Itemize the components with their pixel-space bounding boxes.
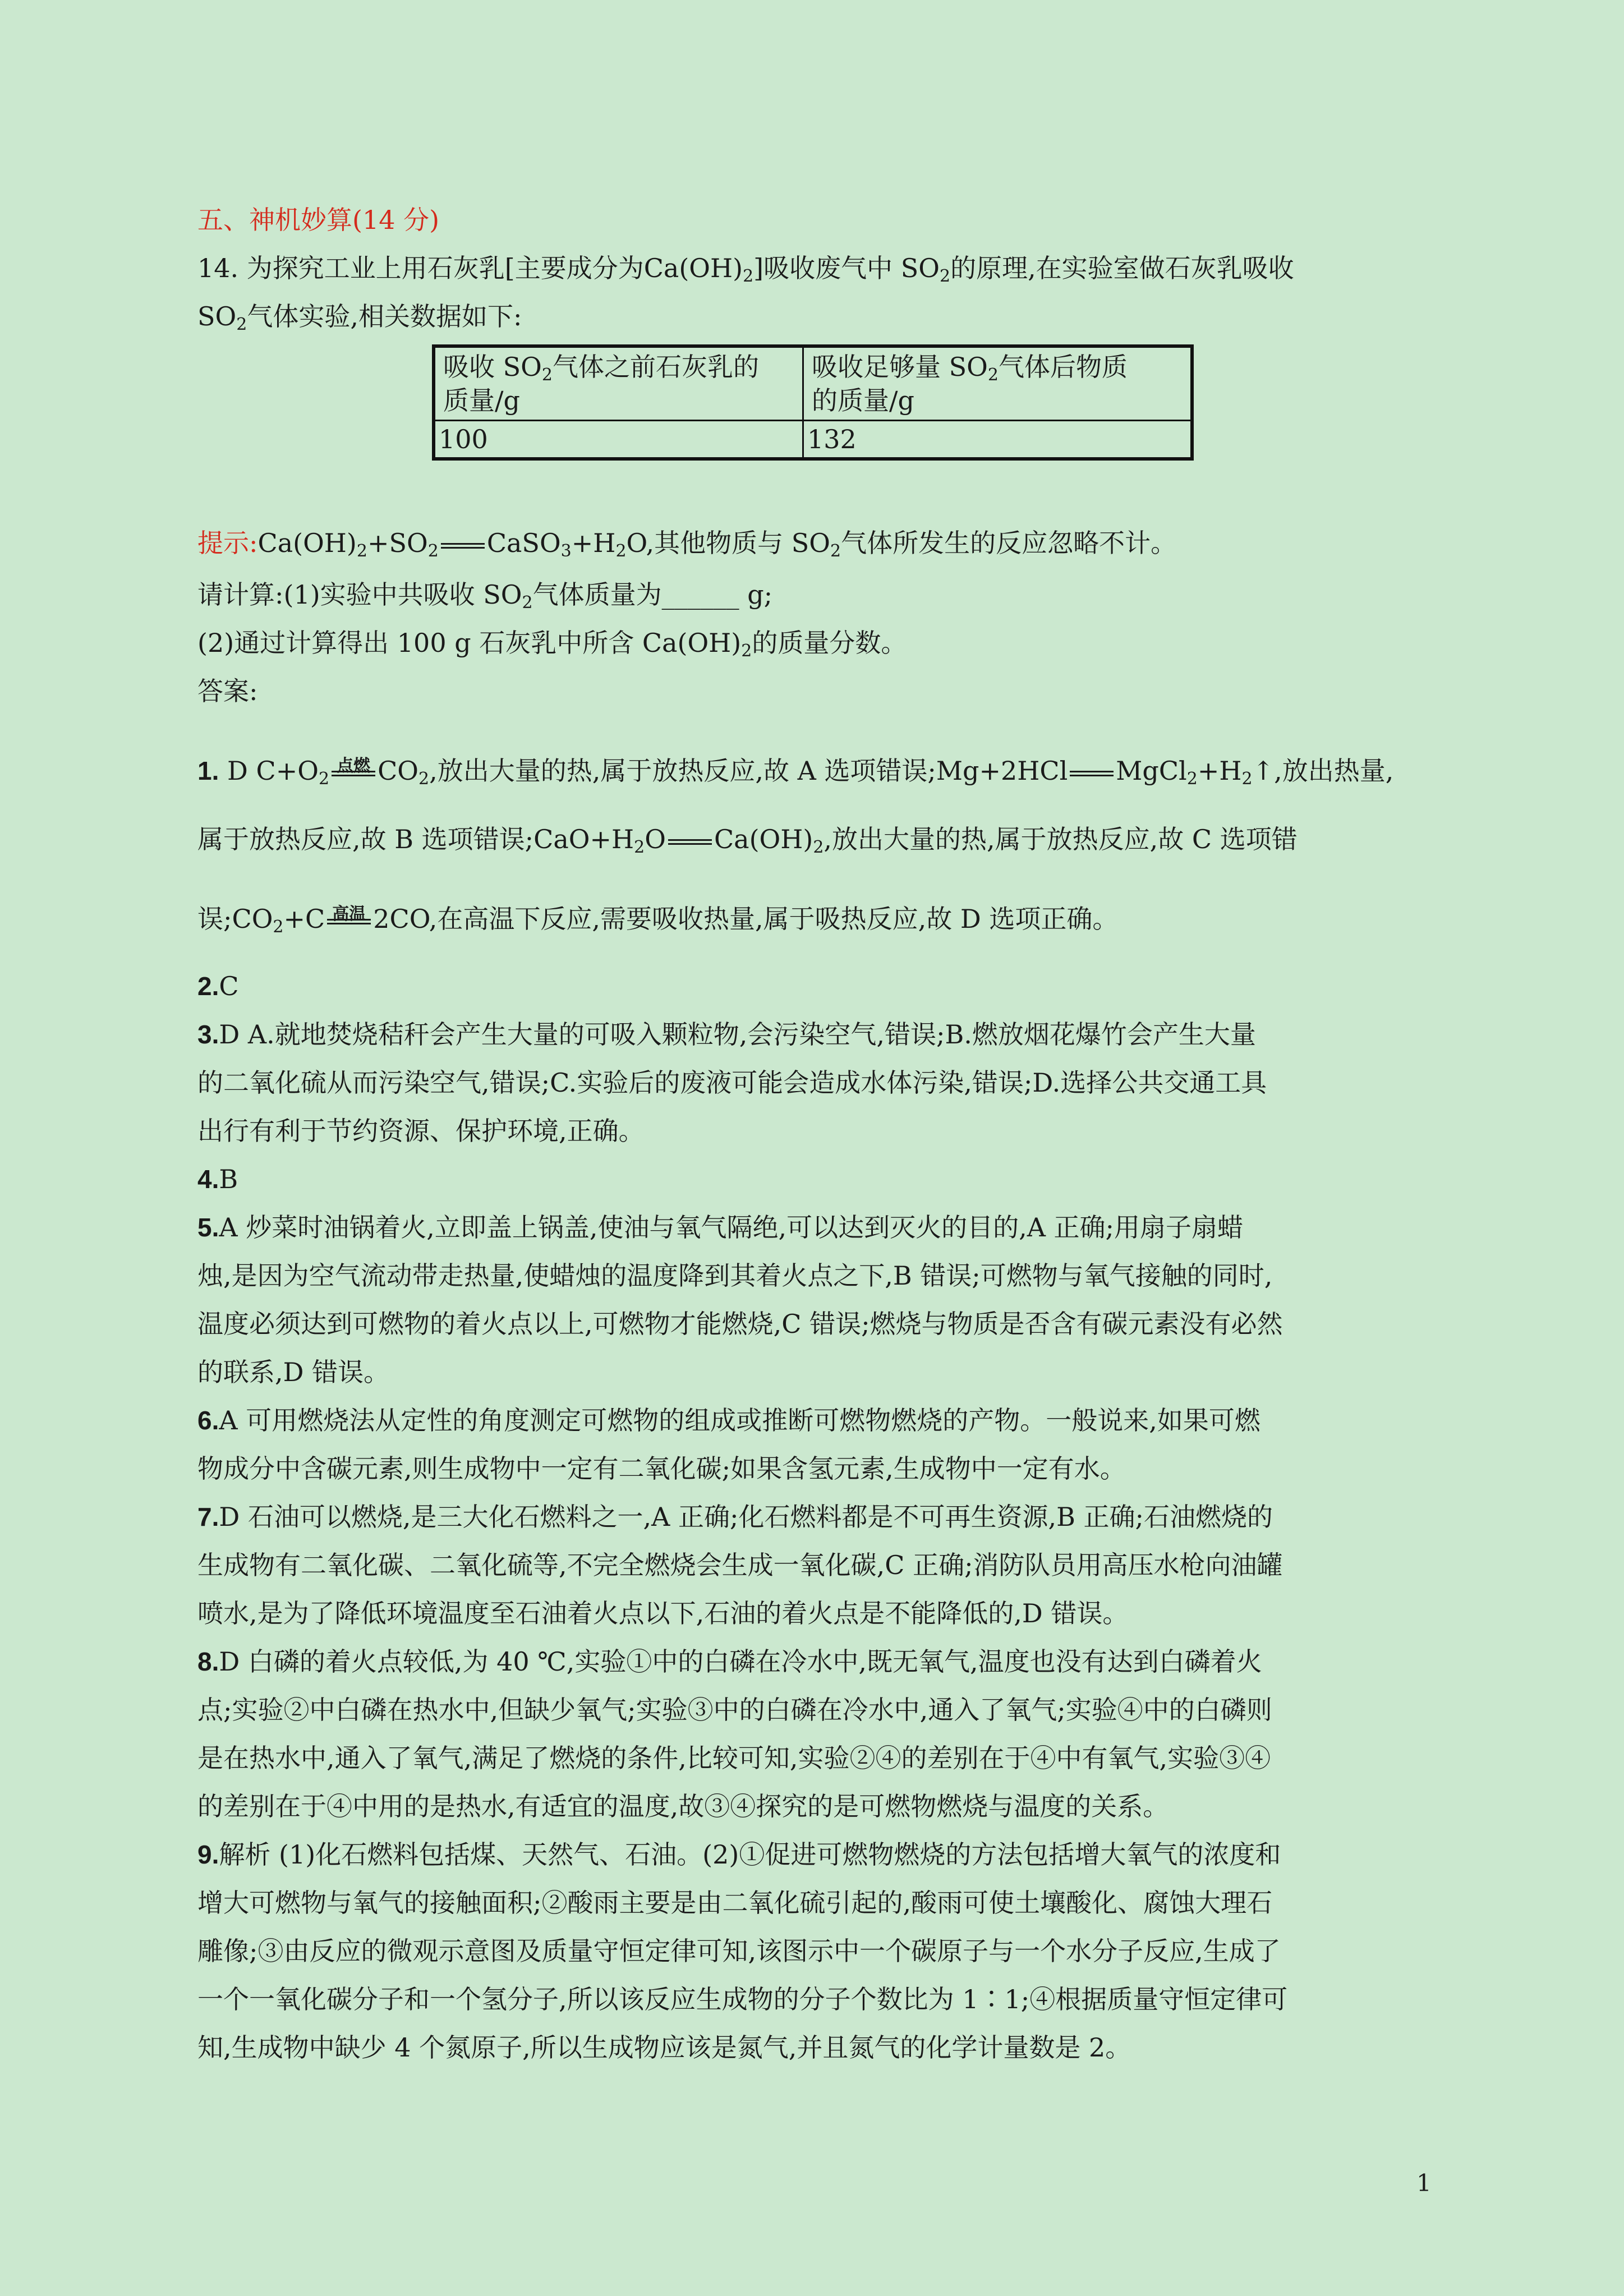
answer-1-line-1: 1. D $C+O_2$ 点燃 $CO_2$,放出大量的热,属于放热反应,故 A 选项错误;Mg+2HCl $MgCl_2+H_2↑$,放出热量, (197, 756, 1394, 789)
answer-7-line-1: 7.D 石油可以燃烧,是三大化石燃料之一,A 正确;化石燃料都是不可再生资源,B 正确;石油燃烧的 (197, 1502, 1273, 1532)
answer-5-line-2: 烛,是因为空气流动带走热量,使蜡烛的温度降到其着火点之下,B 错误;可燃物与氧气接触的同时, (197, 1260, 1273, 1291)
question-number: 14. (197, 253, 239, 283)
answer-3-line-3: 出行有利于节约资源、保护环境,正确。 (197, 1116, 645, 1146)
q14-line-1: 14. 为探究工业上用石灰乳[主要成分为$Ca(OH)_2$]吸收废气中 $SO_2$的原理,在实验室做石灰乳吸收 (197, 253, 1294, 286)
answer-6-line-1: 6.A 可用燃烧法从定性的角度测定可燃物的组成或推断可燃物燃烧的产物。一般说来,如果可燃 (197, 1405, 1260, 1435)
data-table (432, 344, 1194, 461)
calc-line-1: 请计算:(1)实验中共吸收 $SO_2$气体质量为______ g; (197, 579, 773, 613)
answer-8-line-2: 点;实验②中白磷在热水中,但缺少氧气;实验③中的白磷在冷水中,通入了氧气;实验④中的白磷则 (197, 1695, 1272, 1725)
section-title: 五、神机妙算(14 分) (197, 205, 440, 235)
answer-8-line-1: 8.D 白磷的着火点较低,为 40 ℃,实验①中的白磷在冷水中,既无氧气,温度也没有达到白磷着火 (197, 1646, 1262, 1677)
answer-8-line-4: 的差别在于④中用的是热水,有适宜的温度,故③④探究的是可燃物燃烧与温度的关系。 (197, 1791, 1169, 1821)
table-header-before: 吸收 $SO_2$气体之前石灰乳的 质量/g (434, 346, 803, 421)
equation-sign (439, 528, 487, 562)
equation-sign-high-temp: 高温 (325, 904, 373, 938)
equation-sign (1068, 756, 1116, 790)
answer-6-line-2: 物成分中含碳元素,则生成物中一定有二氧化碳;如果含氢元素,生成物中一定有水。 (197, 1453, 1126, 1484)
answer-9-line-5: 知,生成物中缺少 4 个氮原子,所以生成物应该是氮气,并且氮气的化学计量数是 2。 (197, 2032, 1131, 2063)
answer-5-line-1: 5.A 炒菜时油锅着火,立即盖上锅盖,使油与氧气隔绝,可以达到灭火的目的,A 正确;用扇子扇蜡 (197, 1212, 1244, 1243)
answer-5-line-4: 的联系,D 错误。 (197, 1357, 390, 1387)
calc-line-2: (2)通过计算得出 100 g 石灰乳中所含 $Ca(OH)_2$的质量分数。 (197, 628, 907, 661)
answer-9-line-2: 增大可燃物与氧气的接触面积;②酸雨主要是由二氧化硫引起的,酸雨可使土壤酸化、腐蚀大理石 (197, 1888, 1273, 1918)
answer-1-line-3: 误$;CO_2+C$ 高温 2CO,在高温下反应,需要吸收热量,属于吸热反应,故 D 选项正确。 (197, 904, 1119, 937)
answer-5-line-3: 温度必须达到可燃物的着火点以上,可燃物才能燃烧,C 错误;燃烧与物质是否含有碳元素没有必然 (197, 1309, 1283, 1339)
answer-8-line-3: 是在热水中,通入了氧气,满足了燃烧的条件,比较可知,实验②④的差别在于④中有氧气,实验③④ (197, 1743, 1271, 1773)
hint-label: 提示: (197, 528, 258, 558)
answer-3-line-2: 的二氧化硫从而污染空气,错误;C.实验后的废液可能会造成水体污染,错误;D.选择公共交通工具 (197, 1068, 1267, 1098)
answer-7-line-3: 喷水,是为了降低环境温度至石油着火点以下,石油的着火点是不能降低的,D 错误。 (197, 1598, 1129, 1628)
answer-9-line-4: 一个一氧化碳分子和一个氢分子,所以该反应生成物的分子个数比为 1∶1;④根据质量守恒定律可 (197, 1984, 1288, 2014)
q14-line-2: $SO_2$气体实验,相关数据如下: (197, 301, 522, 334)
table-header-after: 吸收足够量 $SO_2$气体后物质 的质量/g (803, 346, 1193, 421)
answer-label: 答案: (197, 676, 258, 706)
table-value-after: 132 (803, 421, 1193, 459)
equation-sign-ignite: 点燃 (329, 756, 378, 790)
answer-2: 2.C (197, 971, 239, 1001)
answer-7-line-2: 生成物有二氧化碳、二氧化硫等,不完全燃烧会生成一氧化碳,C 正确;消防队员用高压水枪向油罐 (197, 1550, 1283, 1580)
answer-4: 4.B (197, 1164, 238, 1194)
hint-line: 提示$:Ca(OH)_2+SO_2$ $CaSO_3+H_2O$,其他物质与 $SO_2$气体所发生的反应忽略不计。 (197, 528, 1177, 561)
answer-1-line-2: 属于放热反应,故 B 选项错误$;CaO+H_2O$ $Ca(OH)_2$,放出大量的热,属于放热反应,故 C 选项错 (197, 824, 1298, 857)
answer-9-line-1: 9.解析 (1)化石燃料包括煤、天然气、石油。(2)①促进可燃物燃烧的方法包括增大氧气的浓度和 (197, 1839, 1281, 1870)
answer-9-line-3: 雕像;③由反应的微观示意图及质量守恒定律可知,该图示中一个碳原子与一个水分子反应,生成了 (197, 1936, 1281, 1966)
answer-3-line-1: 3.D A.就地焚烧秸秆会产生大量的可吸入颗粒物,会污染空气,错误;B.燃放烟花爆竹会产生大量 (197, 1019, 1256, 1050)
page-number: 1 (1416, 2169, 1432, 2197)
table-value-before: 100 (434, 421, 803, 459)
equation-sign (666, 825, 714, 858)
